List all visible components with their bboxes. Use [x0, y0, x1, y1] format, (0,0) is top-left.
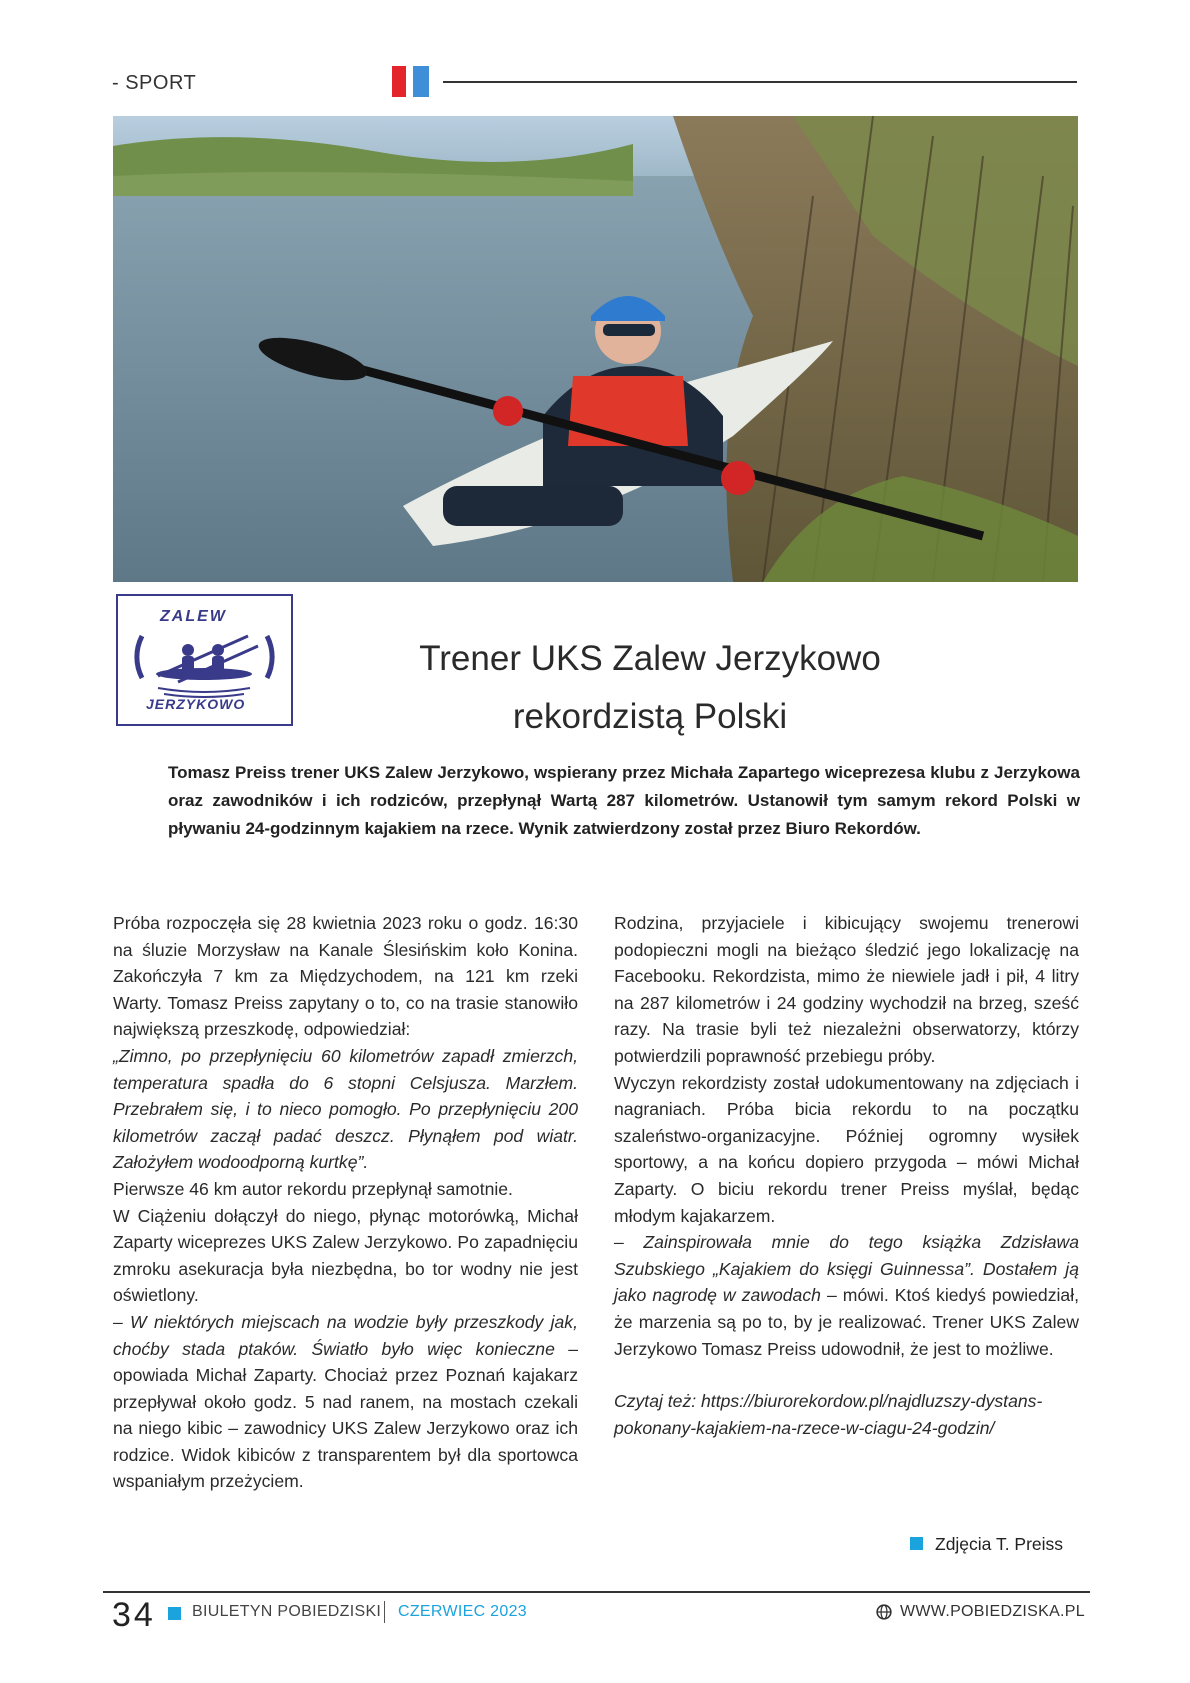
paragraph-mixed — [614, 1229, 1079, 1362]
paragraph: Rodzina, przyjaciele i kibicujący swojemu trenerowi podopieczni mogli na bieżąco śledzić jego lokalizację na Facebooku. Rekordzista, mimo że niewiele jadł i pił, 4 litry na 287 kilometrów i 24 godziny wychodził na brzeg, sześć razy. Na trasie byli też niezależni obserwatorzy, którzy potwierdzili poprawność przebiegu próby. — [614, 913, 1079, 1066]
accent-red-bar — [392, 66, 406, 97]
section-label: - SPORT — [112, 72, 197, 94]
globe-icon — [876, 1604, 892, 1620]
kayaker-photo-illustration — [113, 116, 1078, 582]
article-column-right — [614, 910, 1079, 1441]
page-number: 34 — [112, 1596, 156, 1634]
website-link[interactable]: WWW.POBIEDZISKA.PL — [900, 1603, 1085, 1620]
paragraph: – opowiada Michał Zaparty. Chociaż przez Poznań kajakarz przepływał około godz. 5 nad ranem, na mostach czekali na niego kibic – zawodnicy UKS Zalew Jerzykowo oraz ich rodzice. Widok kibiców z transparentem był dla sportowca wspaniałym przeżyciem. — [113, 1338, 578, 1492]
header-rule — [443, 81, 1077, 83]
publication-date: CZERWIEC 2023 — [398, 1603, 527, 1620]
paragraph-mixed — [113, 1309, 578, 1495]
credit-square-icon — [910, 1537, 923, 1550]
paragraph: Próba rozpoczęła się 28 kwietnia 2023 roku o godz. 16:30 na śluzie Morzysław na Kanale Ślesińskim koło Konina. Zakończyła 7 km za Międzychodem, na 121 km rzeki Warty. Tomasz Preiss zapytany o to, co na trasie stanowiło największą przeszkodę, odpowiedział: — [113, 913, 578, 1040]
footer-rule — [103, 1591, 1090, 1593]
footer-divider — [384, 1601, 385, 1623]
spacer — [614, 1362, 1079, 1388]
paragraph: Pierwsze 46 km autor rekordu przepłynął samotnie. — [113, 1178, 513, 1199]
read-more-link[interactable]: Czytaj też: https://biurorekordow.pl/najdluzszy-dystans-pokonany-kajakiem-na-rzece-w-ciagu-24-godzin/ — [614, 1391, 1043, 1438]
paragraph: – mówi. Ktoś kiedyś powiedział, że marzenia są po to, by je realizować. Trener UKS Zalew Jerzykowo Tomasz Preiss udowodnił, że jest to możliwe. — [614, 1285, 1079, 1359]
quote: – Zainspirowała mnie do tego książka Zdzisława Szubskiego „Kajakiem do księgi Guinnessa”. Dostałem ją jako nagrodę w zawodach — [614, 1232, 1079, 1306]
logo-bottom-text: JERZYKOWO — [146, 696, 246, 712]
article-column-left — [113, 910, 578, 1495]
article-title-line2: rekordzistą Polski — [512, 697, 788, 736]
article-title-line1: Trener UKS Zalew Jerzykowo — [419, 639, 881, 678]
footer-square-icon — [168, 1607, 181, 1620]
paragraph: Wyczyn rekordzisty został udokumentowany na zdjęciach i nagraniach. Próba bicia rekordu to na początku szaleństwo-organizacyjne. Później ogromny wysiłek sportowy, a na końcu dopiero przygoda – mówi Michał Zaparty. O biciu rekordu trener Preiss myślał, będąc młodym kajakarzem. — [614, 1072, 1079, 1226]
quote: – W niektórych miejscach na wodzie były przeszkody jak, choćby stada ptaków. Światło było więc konieczne — [113, 1311, 578, 1359]
quote: „Zimno, po przepłynięciu 60 kilometrów zapadł zmierzch, temperatura spadła do 6 stopni Celsjusza. Marzłem. Przebrałem się, i to nieco pomogło. Po przepłynięciu 200 kilometrów zaczął padać deszcz. Płynąłem pod wiatr. Założyłem wodoodporną kurtkę”. — [113, 1045, 578, 1173]
publication-name: BIULETYN POBIEDZISKI — [192, 1603, 382, 1620]
club-logo — [116, 594, 293, 726]
article-title — [300, 630, 1000, 746]
photo-credit — [910, 1534, 1063, 1555]
article-photo — [113, 116, 1078, 582]
logo-top-text: ZALEW — [160, 608, 227, 625]
photo-credit-text: Zdjęcia T. Preiss — [935, 1534, 1064, 1554]
article-lead: Tomasz Preiss trener UKS Zalew Jerzykowo, wspierany przez Michała Zapartego wiceprezesa klubu z Jerzykowa oraz zawodników i ich rodziców, przepłynął Wartą 287 kilometrów. Ustanowił tym samym rekord Polski w pływaniu 24-godzinnym kajakiem na rzece. Wynik zatwierdzony został przez Biuro Rekordów. — [168, 763, 1080, 838]
paragraph: W Ciążeniu dołączył do niego, płynąc motorówką, Michał Zaparty wiceprezes UKS Zalew Jerzykowo. Po zapadnięciu zmroku asekuracja była niezbędna, bo tor wodny nie jest oświetlony. — [113, 1205, 578, 1306]
accent-blue-bar — [413, 66, 429, 97]
